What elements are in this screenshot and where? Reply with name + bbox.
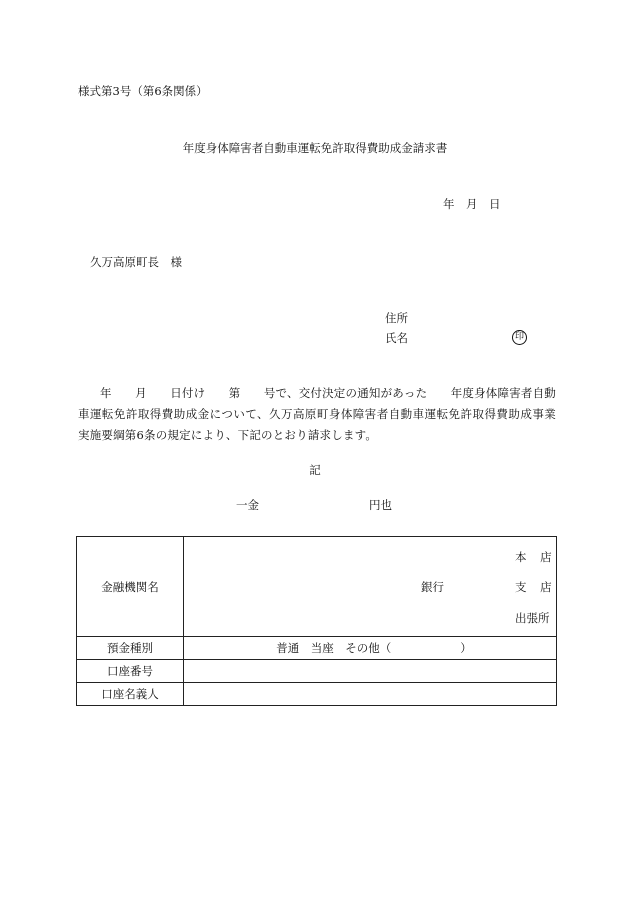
deposit-type-options[interactable]: 普通 当座 その他（ ） — [184, 637, 557, 660]
addressee: 久万高原町長 様 — [90, 255, 182, 269]
name-label: 氏名 — [385, 331, 408, 345]
branch-option-main: 本 店 — [515, 550, 552, 564]
seal-mark: 印 — [512, 330, 527, 345]
bank-name-cell[interactable] — [184, 537, 557, 637]
amount-prefix: 一金 — [236, 498, 259, 512]
date-line: 年 月 日 — [443, 197, 501, 211]
branch-option-office: 出張所 — [515, 611, 550, 625]
bank-account-table — [76, 536, 557, 706]
amount-suffix: 円也 — [369, 498, 392, 512]
record-mark: 記 — [309, 463, 321, 477]
document-title: 年度身体障害者自動車運転免許取得費助成金請求書 — [182, 141, 448, 155]
bank-suffix: 銀行 — [421, 580, 444, 594]
form-number: 様式第3号（第6条関係） — [78, 84, 208, 98]
bank-name-label: 金融機関名 — [77, 537, 184, 637]
account-holder-label: 口座名義人 — [77, 683, 184, 706]
request-body-text: 年 月 日付け 第 号で、交付決定の通知があった 年度身体障害者自動車運転免許取得費助成金について、久万高原町身体障害者自動車運転免許取得費助成事業実施要綱第6条の規定により、下記のとおり請求します。 — [78, 386, 556, 442]
account-number-label: 口座番号 — [77, 660, 184, 683]
account-holder-field[interactable] — [184, 683, 557, 706]
account-number-field[interactable] — [184, 660, 557, 683]
deposit-type-label: 預金種別 — [77, 637, 184, 660]
address-label: 住所 — [385, 311, 408, 325]
branch-option-branch: 支 店 — [515, 580, 552, 594]
